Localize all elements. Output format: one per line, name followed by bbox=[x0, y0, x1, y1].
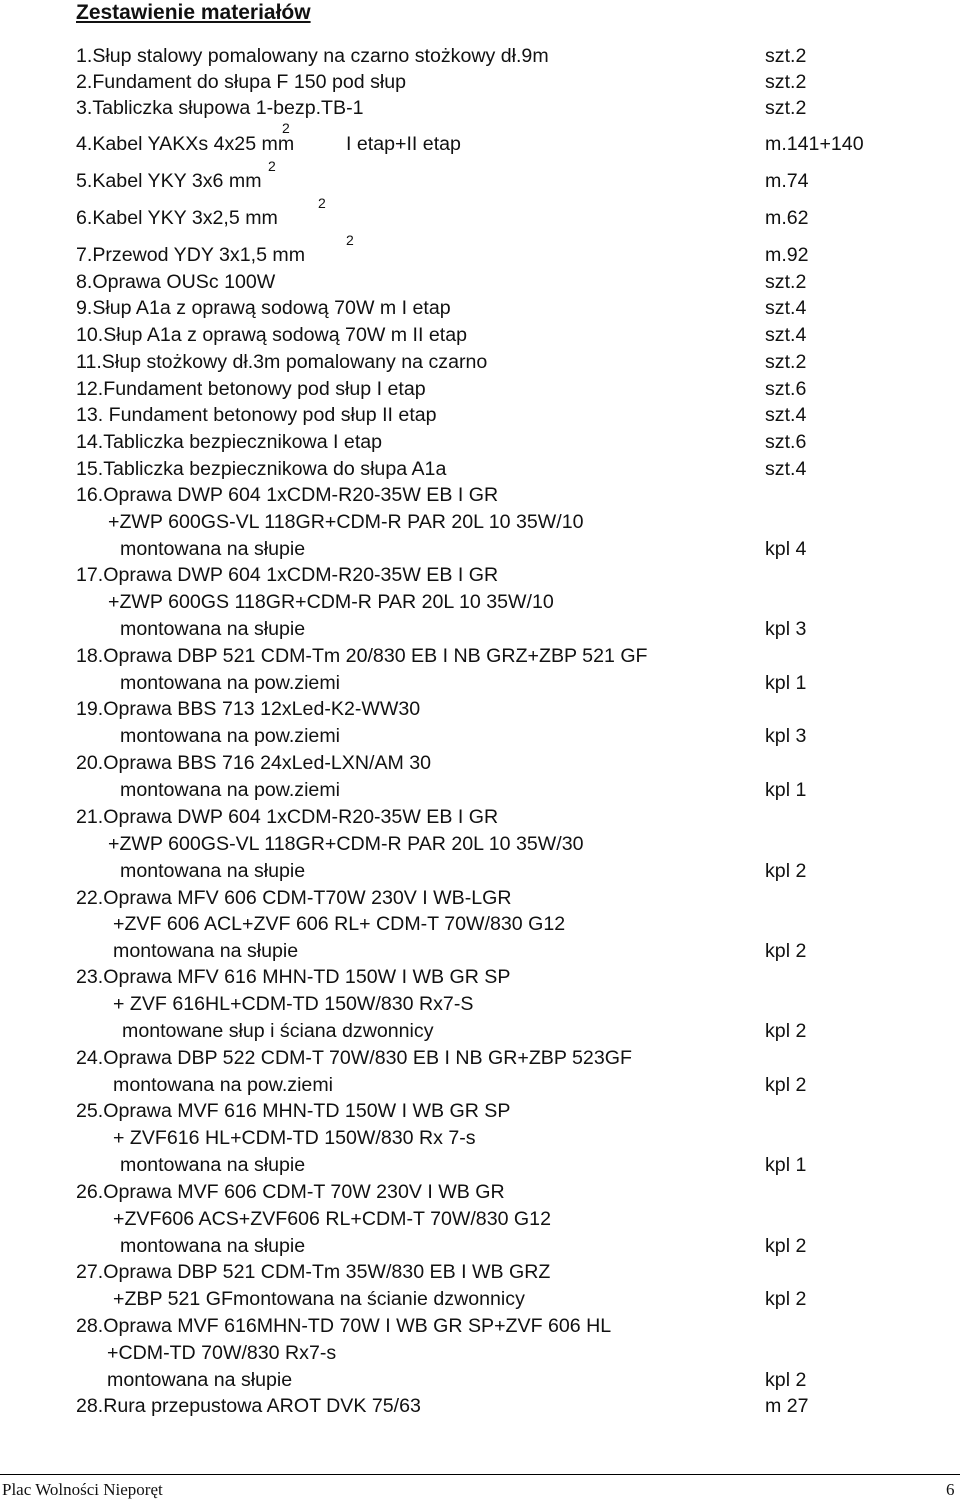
item-quantity: kpl 2 bbox=[765, 940, 807, 962]
list-item bbox=[0, 697, 960, 721]
item-description: 13. Fundament betonowy pod słup II etap bbox=[76, 404, 437, 426]
footer-location: Plac Wolności Nieporęt bbox=[2, 1480, 163, 1499]
item-description: 4.Kabel YAKXs 4x25 mm bbox=[76, 133, 295, 155]
item-description-line: montowana na słupie bbox=[107, 1369, 293, 1391]
page-title: Zestawienie materiałów bbox=[76, 1, 311, 24]
item-description: 6.Kabel YKY 3x2,5 mm bbox=[76, 207, 278, 229]
unit-superscript: 2 bbox=[282, 120, 290, 136]
list-item-continuation bbox=[0, 778, 960, 802]
item-description-line: + ZVF 616HL+CDM-TD 150W/830 Rx7-S bbox=[113, 993, 474, 1015]
list-item bbox=[0, 377, 960, 401]
item-quantity: kpl 3 bbox=[765, 725, 807, 747]
list-item-continuation bbox=[0, 1368, 960, 1392]
item-quantity: kpl 2 bbox=[765, 1020, 807, 1042]
item-description-line: +ZWP 600GS-VL 118GR+CDM-R PAR 20L 10 35W/10 bbox=[108, 511, 584, 533]
list-item bbox=[0, 1099, 960, 1123]
item-description: 11.Słup stożkowy dł.3m pomalowany na czarno bbox=[76, 351, 488, 373]
list-item bbox=[0, 1180, 960, 1204]
list-item-continuation bbox=[0, 510, 960, 534]
list-item-continuation bbox=[0, 1287, 960, 1311]
item-quantity: szt.4 bbox=[765, 324, 807, 346]
item-quantity: szt.2 bbox=[765, 351, 807, 373]
list-item bbox=[0, 563, 960, 587]
item-quantity: kpl 2 bbox=[765, 1288, 807, 1310]
item-description-line: +ZWP 600GS 118GR+CDM-R PAR 20L 10 35W/10 bbox=[108, 591, 554, 613]
list-item bbox=[0, 1394, 960, 1418]
list-item-continuation bbox=[0, 724, 960, 748]
list-item-continuation bbox=[0, 590, 960, 614]
list-item bbox=[0, 430, 960, 454]
item-description: 8.Oprawa OUSc 100W bbox=[76, 271, 276, 293]
list-item bbox=[0, 270, 960, 294]
list-item-continuation bbox=[0, 1234, 960, 1258]
item-quantity: kpl 2 bbox=[765, 1369, 807, 1391]
item-description: 19.Oprawa BBS 713 12xLed-K2-WW30 bbox=[76, 698, 421, 720]
list-item-continuation bbox=[0, 537, 960, 561]
item-quantity: szt.2 bbox=[765, 71, 807, 93]
list-item bbox=[0, 457, 960, 481]
item-description: 16.Oprawa DWP 604 1xCDM-R20-35W EB I GR bbox=[76, 484, 499, 506]
item-description-line: montowana na pow.ziemi bbox=[113, 1074, 334, 1096]
item-description: 28.Rura przepustowa AROT DVK 75/63 bbox=[76, 1395, 421, 1417]
item-description: 28.Oprawa MVF 616MHN-TD 70W I WB GR SP+ZVF 606 HL bbox=[76, 1315, 612, 1337]
list-item-continuation bbox=[0, 859, 960, 883]
list-item bbox=[0, 96, 960, 120]
item-description-line: +ZVF 606 ACL+ZVF 606 RL+ CDM-T 70W/830 G12 bbox=[113, 913, 566, 935]
item-description-suffix: I etap+II etap bbox=[346, 133, 461, 155]
list-item bbox=[0, 1260, 960, 1284]
list-item bbox=[0, 403, 960, 427]
item-quantity: kpl 2 bbox=[765, 1235, 807, 1257]
item-description: 24.Oprawa DBP 522 CDM-T 70W/830 EB I NB GR+ZBP 523GF bbox=[76, 1047, 632, 1069]
item-description: 27.Oprawa DBP 521 CDM-Tm 35W/830 EB I WB GRZ bbox=[76, 1261, 551, 1283]
list-item-continuation bbox=[0, 912, 960, 936]
item-quantity: kpl 4 bbox=[765, 538, 807, 560]
list-item bbox=[0, 169, 960, 193]
item-description-line: montowana na słupie bbox=[120, 1154, 306, 1176]
unit-superscript: 2 bbox=[318, 195, 326, 211]
item-description-line: montowane słup i ściana dzwonnicy bbox=[122, 1020, 434, 1042]
item-description: 1.Słup stalowy pomalowany na czarno stożkowy dł.9m bbox=[76, 45, 549, 67]
list-item bbox=[0, 44, 960, 68]
list-item bbox=[0, 483, 960, 507]
item-description-line: montowana na słupie bbox=[120, 860, 306, 882]
list-item-continuation bbox=[0, 671, 960, 695]
item-quantity: kpl 1 bbox=[765, 672, 807, 694]
item-description: 10.Słup A1a z oprawą sodową 70W m II etap bbox=[76, 324, 468, 346]
item-description: 12.Fundament betonowy pod słup I etap bbox=[76, 378, 426, 400]
item-description-line: montowana na słupie bbox=[120, 618, 306, 640]
list-item bbox=[0, 1046, 960, 1070]
item-description-line: montowana na pow.ziemi bbox=[120, 672, 341, 694]
list-item bbox=[0, 132, 960, 156]
item-description-line: montowana na pow.ziemi bbox=[120, 779, 341, 801]
list-item bbox=[0, 206, 960, 230]
list-item-continuation bbox=[0, 939, 960, 963]
item-description: 15.Tabliczka bezpiecznikowa do słupa A1a bbox=[76, 458, 447, 480]
item-description: 18.Oprawa DBP 521 CDM-Tm 20/830 EB I NB GRZ+ZBP 521 GF bbox=[76, 645, 648, 667]
list-item-continuation bbox=[0, 1153, 960, 1177]
unit-superscript: 2 bbox=[268, 158, 276, 174]
item-description: 25.Oprawa MVF 616 MHN-TD 150W I WB GR SP bbox=[76, 1100, 511, 1122]
item-description: 20.Oprawa BBS 716 24xLed-LXN/AM 30 bbox=[76, 752, 432, 774]
list-item bbox=[0, 70, 960, 94]
item-description-line: montowana na słupie bbox=[120, 1235, 306, 1257]
item-description: 14.Tabliczka bezpiecznikowa I etap bbox=[76, 431, 383, 453]
list-item bbox=[0, 296, 960, 320]
item-description-line: + ZVF616 HL+CDM-TD 150W/830 Rx 7-s bbox=[113, 1127, 476, 1149]
item-quantity: szt.4 bbox=[765, 458, 807, 480]
item-quantity: szt.2 bbox=[765, 97, 807, 119]
item-description-line: +CDM-TD 70W/830 Rx7-s bbox=[107, 1342, 337, 1364]
list-item bbox=[0, 644, 960, 668]
list-item bbox=[0, 243, 960, 267]
item-description: 23.Oprawa MFV 616 MHN-TD 150W I WB GR SP bbox=[76, 966, 511, 988]
item-description-line: montowana na pow.ziemi bbox=[120, 725, 341, 747]
list-item-continuation bbox=[0, 1019, 960, 1043]
list-item-continuation bbox=[0, 832, 960, 856]
list-item-continuation bbox=[0, 617, 960, 641]
list-item bbox=[0, 965, 960, 989]
item-description-line: +ZVF606 ACS+ZVF606 RL+CDM-T 70W/830 G12 bbox=[113, 1208, 551, 1230]
item-quantity: szt.6 bbox=[765, 378, 807, 400]
item-quantity: m.62 bbox=[765, 207, 809, 229]
list-item bbox=[0, 1314, 960, 1338]
item-quantity: szt.2 bbox=[765, 45, 807, 67]
item-description: 22.Oprawa MFV 606 CDM-T70W 230V I WB-LGR bbox=[76, 887, 512, 909]
list-item bbox=[0, 751, 960, 775]
footer-rule bbox=[0, 1474, 960, 1475]
list-item-continuation bbox=[0, 1207, 960, 1231]
list-item bbox=[0, 886, 960, 910]
list-item-continuation bbox=[0, 1073, 960, 1097]
list-item bbox=[0, 805, 960, 829]
item-quantity: kpl 2 bbox=[765, 1074, 807, 1096]
item-description-line: montowana na słupie bbox=[113, 940, 299, 962]
item-description: 3.Tabliczka słupowa 1-bezp.TB-1 bbox=[76, 97, 364, 119]
list-item bbox=[0, 350, 960, 374]
item-quantity: kpl 2 bbox=[765, 860, 807, 882]
item-description-line: +ZWP 600GS-VL 118GR+CDM-R PAR 20L 10 35W/30 bbox=[108, 833, 584, 855]
item-description: 17.Oprawa DWP 604 1xCDM-R20-35W EB I GR bbox=[76, 564, 499, 586]
item-description: 7.Przewod YDY 3x1,5 mm bbox=[76, 244, 306, 266]
item-quantity: szt.6 bbox=[765, 431, 807, 453]
list-item-continuation bbox=[0, 992, 960, 1016]
page-number: 6 bbox=[946, 1480, 955, 1499]
item-description: 26.Oprawa MVF 606 CDM-T 70W 230V I WB GR bbox=[76, 1181, 505, 1203]
item-quantity: kpl 3 bbox=[765, 618, 807, 640]
item-description: 9.Słup A1a z oprawą sodową 70W m I etap bbox=[76, 297, 451, 319]
item-quantity: kpl 1 bbox=[765, 779, 807, 801]
item-quantity: m.74 bbox=[765, 170, 809, 192]
item-description-line: montowana na słupie bbox=[120, 538, 306, 560]
item-description-line: +ZBP 521 GFmontowana na ścianie dzwonnicy bbox=[113, 1288, 525, 1310]
item-quantity: szt.4 bbox=[765, 297, 807, 319]
item-description: 5.Kabel YKY 3x6 mm bbox=[76, 170, 262, 192]
list-item bbox=[0, 323, 960, 347]
unit-superscript: 2 bbox=[346, 232, 354, 248]
item-quantity: m.141+140 bbox=[765, 133, 864, 155]
list-item-continuation bbox=[0, 1341, 960, 1365]
item-quantity: szt.2 bbox=[765, 271, 807, 293]
item-description: 21.Oprawa DWP 604 1xCDM-R20-35W EB I GR bbox=[76, 806, 499, 828]
item-quantity: kpl 1 bbox=[765, 1154, 807, 1176]
item-quantity: m 27 bbox=[765, 1395, 809, 1417]
list-item-continuation bbox=[0, 1126, 960, 1150]
item-quantity: szt.4 bbox=[765, 404, 807, 426]
item-description: 2.Fundament do słupa F 150 pod słup bbox=[76, 71, 407, 93]
item-quantity: m.92 bbox=[765, 244, 809, 266]
